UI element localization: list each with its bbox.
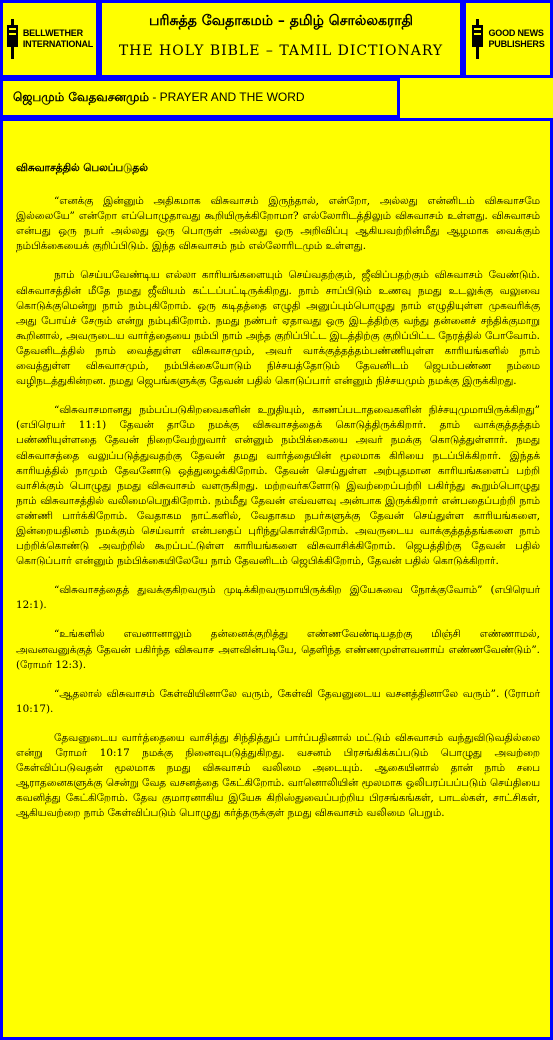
- logo-line-2: PUBLISHERS: [488, 39, 545, 49]
- article-paragraph: “ஆதலால் விசுவாசம் கேள்வியினாலே வரும், கேள்வி தேவனுடைய வசனத்தினாலே வரும்”. (ரோமர் 10:17).: [16, 687, 540, 715]
- section-title-tamil: ஜெபமும் வேதவசனமும்: [13, 90, 150, 104]
- article-box: [0, 118, 553, 1040]
- title-tamil: பரிசுத்த வேதாகமம் – தமிழ் சொல்லகராதி: [149, 13, 413, 29]
- section-title-bar: [0, 78, 400, 118]
- article-paragraph: தேவனுடைய வார்த்தையை வாசித்து சிந்தித்துப் பார்ப்பதினால் மட்டும் விசுவாசம் வந்துவிடுவதில்லை என்று ரோமர் 10:17 நமக்கு நினைவுபடுத்துகிறது. வசனம் பிரசங்கிக்கப்படும் பொழுது அவற்றை கேள்விப்படுவதன் மூலமாக நமது விசுவாசம் வலிமை அடையும். ஆகையினால் தான் நாம் சபை ஆராதனைகளுக்கு சென்று வேத வசனத்தை கேட்கிறோம். வானொலியின் மூலமாக ஒலிபரப்பப்படும் செய்தியை கவனித்து கேட்கிறோம். தேவ குமாரனாகிய இயேசு கிறிஸ்துவைப்பற்றிய பிரசங்கங்கள், பாடல்கள், சாட்சிகள், ஆகியவற்றை நாம் கேள்விப்படும் பொழுது கர்த்தருக்குள் நமது விசுவாசம் வலிமை பெறும்.: [16, 731, 540, 820]
- book-icon: [471, 19, 485, 59]
- article-paragraph: “விசுவாசத்தைத் துவக்குகிறவரும் முடிக்கிறவருமாயிருக்கிற இயேசுவை நோக்குவோம்” (எபிரெயர் 12:1).: [16, 584, 540, 612]
- article-paragraph: “எனக்கு இன்னும் அதிகமாக விசுவாசம் இருந்தால், என்றோ, அல்லது என்னிடம் விசுவாசமே இல்லையே” என்றோ எப்பொழுதாவது கூறியிருக்கிறோமா? எல்லோரிடத்திலும் விசுவாசம் உள்ளது. விசுவாசம் என்பது ஒரு நபர் அல்லது ஒரு பொருள் அல்லது ஒரு அறிவிப்பு ஆகியவற்றின்மீது ஆழமாக வைக்கும் நம்பிக்கையைக் குறிப்பிடும். இந்த விசுவாசம் நம் எல்லோரிடமும் உள்ளது.: [16, 195, 540, 253]
- article-paragraph: “உங்களில் எவனானாலும் தன்னைக்குறித்து எண்ணவேண்டியதற்கு மிஞ்சி எண்ணாமல், அவனவனுக்குத் தேவன் பகிர்ந்த விசுவாச அளவின்படியே, தெளிந்த எண்ணமுள்ளவனாய் எண்ணவேண்டும்”. (ரோமர் 12:3).: [16, 628, 540, 671]
- book-icon: [6, 19, 20, 59]
- logo-line-2: INTERNATIONAL: [22, 39, 94, 49]
- page-header: [99, 0, 463, 78]
- section-title-english: - PRAYER AND THE WORD: [149, 90, 305, 104]
- article-content: [16, 161, 540, 835]
- article-paragraph: “விசுவாசமானது நம்பப்படுகிறவைகளின் உறுதியும், காணப்படாதவைகளின் நிச்சயுமுமாயிருக்கிறது” (எபிரெயர் 11:1) தேவன் தாமே நமக்கு விசுவாசத்தைக் கொடுத்திருக்கிறார். தாம் வாக்குத்தத்தம் பண்ணியுள்ளதை தேவன் நிறைவேற்றுவார் என்னும் நம்பிக்கையை அவர் நமக்கு கொடுத்துள்ளார். நமது விசுவாசத்தை வலுப்படுத்துவதற்கு தேவன் தமது வார்த்தையின் மூலமாக கிரியை நடப்பிக்கிறார். இந்தக் காரியத்தில் நாமும் தேவனோடு ஒத்துழைக்கிறோம். தேவன் செய்துள்ள அற்புதமான காரியங்களைப் பற்றி வாசிக்கும் பொழுது நமது விசுவாசம் வளருகிறது. மற்றவர்களோடு இவற்றைப்பற்றி பகிர்ந்து கூறும்பொழுது நாம் விசுவாசத்தில் வலிமைபெறுகிறோம். நம்மீது தேவன் எவ்வளவு அன்பாக இருக்கிறார் என்பதைப்பற்றி நாம் எண்ணி பார்க்கிறோம். வேதாகம நாட்களில், வேதாகம நபர்களுக்கு தேவன் செய்துள்ள காரியங்களை, இன்றையதினம் நமக்கும் செய்வார் என்பதைப் புரிந்துகொள்கிறோம். அவருடைய வாக்குத்தத்தங்களை நாம் பற்றிக்கொண்டு அவற்றில் கூறப்பட்டுள்ள காரியங்களை விசுவாசிக்கிறோம். ஜெபத்திற்கு தேவன் பதில் கொடுப்பார் என்னும் நம்பிக்கையிலேயே நாம் தேவனிடம் ஜெபிக்கிறோம், தேவன் பதில் கொடுக்கிறார்.: [16, 404, 540, 568]
- logo-line-1: BELLWETHER: [22, 28, 83, 38]
- title-english: THE HOLY BIBLE – TAMIL DICTIONARY: [118, 43, 444, 59]
- bellwether-logo: [0, 0, 99, 78]
- article-paragraph: நாம் செய்யவேண்டிய எல்லா காரியங்களையும் செய்வதற்கும், ஜீவிப்பதற்கும் விசுவாசம் வேண்டும். விசுவாசத்தின் மீதே நமது ஜீவியம் கட்டப்பட்டிருக்கிறது. நாம் சாப்பிடும் உணவு நமது உடலுக்கு வலுவை கொடுக்குமென்று நாம் நம்புகிறோம். ஒரு கடிதத்தை எழுதி அனுப்பும்பொழுது நாம் எழுதியுள்ள முகவரிக்கு அது போய்ச் சேரும் என்று நம்புகிறோம். நமது நண்பர் ஏதாவது ஒரு இடத்திற்கு வந்து தன்னைச் சந்திக்குமாறு கூறினால், அவருடைய வார்த்தையை நம்பி நாம் அந்த குறிப்பிட்ட இடத்திற்கு குறிப்பிட்ட நேரத்தில் போவோம். தேவனிடத்தில் நாம் வைத்துள்ள விசுவாசமும், அவர் வாக்குத்தத்தம்பண்ணியுள்ள காரியங்களில் நாம் வைத்துள்ள விசுவாசமும், நம்பிக்கையோடும் நிச்சயத்தோடும் தேவனிடம் ஜெபம்பண்ண நம்மை வழிநடத்துகின்றன. நமது ஜெபங்களுக்கு தேவன் பதில் கொடுப்பார் என்னும் நிச்சயமும் நமக்கு இருக்கிறது.: [16, 269, 540, 388]
- article-heading: விசுவாசத்தில் பெலப்படுதல்: [16, 162, 148, 174]
- good-news-logo: [463, 0, 553, 78]
- logo-line-1: GOOD NEWS: [488, 28, 544, 38]
- section-title: [13, 90, 305, 106]
